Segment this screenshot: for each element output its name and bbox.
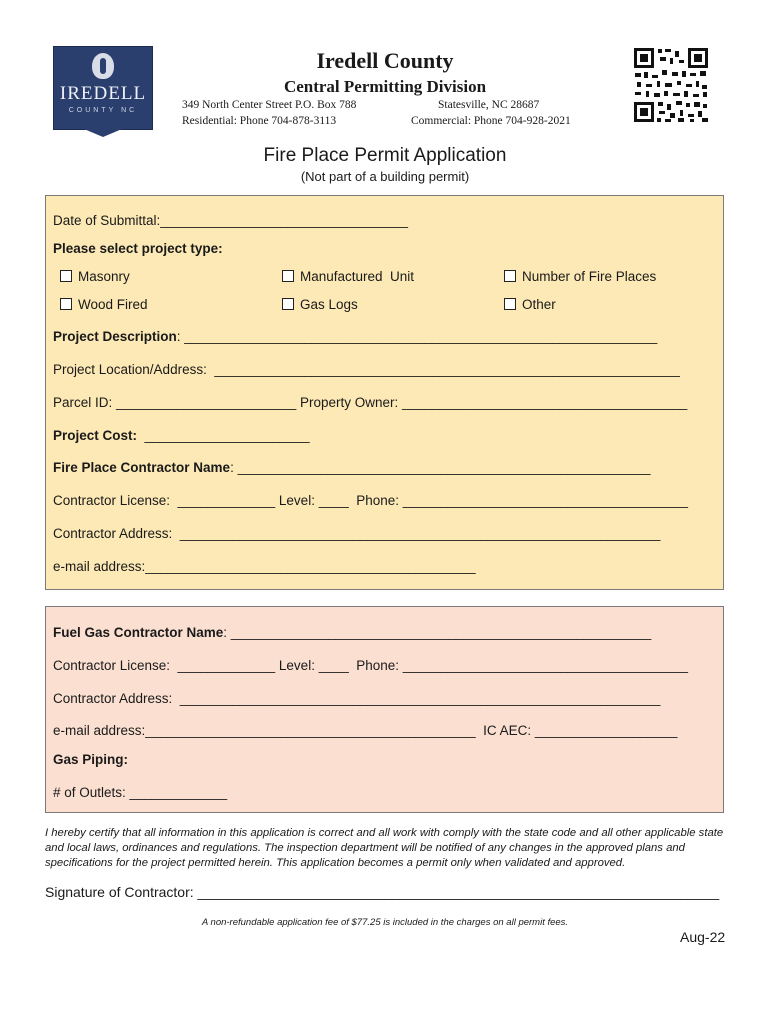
- form-title: Fire Place Permit Application: [263, 145, 507, 166]
- revision-date: Aug-22: [680, 929, 726, 945]
- masonry-checkbox[interactable]: [60, 270, 72, 282]
- fee-note: A non-refundable application fee of $77.25 is included in the charges on all permit fees.: [201, 917, 569, 928]
- project-type-label: Please select project type:: [53, 241, 223, 256]
- project-cost-blank: ______________________: [137, 428, 310, 443]
- project-location-field[interactable]: Project Location/Address: ______________________________________________________________: [53, 362, 680, 377]
- county-title: Iredell County: [316, 48, 454, 73]
- gas-logs-label: Gas Logs: [300, 297, 358, 312]
- date-of-submittal-field[interactable]: Date of Submittal:_________________________________: [53, 213, 409, 228]
- certification-statement: I hereby certify that all information in this application is correct and all work with comply with the state code and all other applicable state and local laws, ordinances and regulations. The inspection department will be notified of any changes in the approved plans and specifications for the project permitted herein. This application becomes a permit only when validated and approved.: [45, 827, 724, 869]
- project-description-blank: : _______________________________________________________________: [176, 329, 658, 344]
- residential-phone: Residential: Phone 704-878-3113: [182, 115, 337, 127]
- fuel-contractor-address-field[interactable]: Contractor Address: ________________________________________________________________: [53, 691, 661, 706]
- project-description-field[interactable]: [53, 329, 657, 344]
- city-address: Statesville, NC 28687: [438, 99, 540, 111]
- number-of-outlets-field[interactable]: # of Outlets: _____________: [53, 785, 228, 800]
- parcel-owner-field[interactable]: Parcel ID: ________________________ Property Owner: ______________________________________: [53, 395, 688, 410]
- contractor-license-field[interactable]: Contractor License: _____________ Level: ____ Phone: ______________________________________: [53, 493, 689, 508]
- gas-logs-checkbox[interactable]: [282, 298, 294, 310]
- fireplace-contractor-name-field[interactable]: [53, 460, 651, 475]
- commercial-phone: Commercial: Phone 704-928-2021: [411, 115, 571, 127]
- project-description-label: Project Description: [53, 329, 177, 344]
- fuel-gas-contractor-name-field[interactable]: [53, 625, 651, 640]
- signature-field[interactable]: Signature of Contractor: ___________________________________________________________________: [45, 884, 720, 900]
- form-subtitle: (Not part of a building permit): [300, 169, 470, 184]
- number-of-fire-places-checkbox[interactable]: [504, 270, 516, 282]
- other-label: Other: [522, 297, 556, 312]
- fuel-gas-contractor-name-blank: : ________________________________________________________: [223, 625, 652, 640]
- number-of-fire-places-label: Number of Fire Places: [522, 269, 657, 284]
- manufactured-unit-label: Manufactured Unit: [300, 269, 415, 284]
- project-cost-field[interactable]: [53, 428, 310, 443]
- gas-piping-label: Gas Piping:: [53, 752, 129, 767]
- division-title: Central Permitting Division: [283, 77, 487, 96]
- fuel-email-ic-aec-field[interactable]: e-mail address:____________________________________________ IC AEC: ___________________: [53, 723, 678, 738]
- project-cost-label: Project Cost:: [53, 428, 138, 443]
- qr-code-icon: [632, 46, 710, 124]
- fireplace-contractor-name-blank: : _______________________________________________________: [230, 460, 651, 475]
- masonry-label: Masonry: [78, 269, 130, 284]
- fireplace-contractor-name-label: Fire Place Contractor Name: [53, 460, 231, 475]
- wood-fired-label: Wood Fired: [78, 297, 148, 312]
- contractor-address-field[interactable]: Contractor Address: ________________________________________________________________: [53, 526, 661, 541]
- fuel-gas-contractor-name-label: Fuel Gas Contractor Name: [53, 625, 224, 640]
- other-checkbox[interactable]: [504, 298, 516, 310]
- wood-fired-checkbox[interactable]: [60, 298, 72, 310]
- email-address-field[interactable]: e-mail address:____________________________________________: [53, 559, 476, 574]
- street-address: 349 North Center Street P.O. Box 788: [182, 99, 357, 111]
- logo-subtitle: COUNTY NC: [68, 107, 138, 114]
- fuel-contractor-license-field[interactable]: Contractor License: _____________ Level: ____ Phone: ______________________________________: [53, 658, 689, 673]
- logo-name: IREDELL: [59, 83, 147, 104]
- manufactured-unit-checkbox[interactable]: [282, 270, 294, 282]
